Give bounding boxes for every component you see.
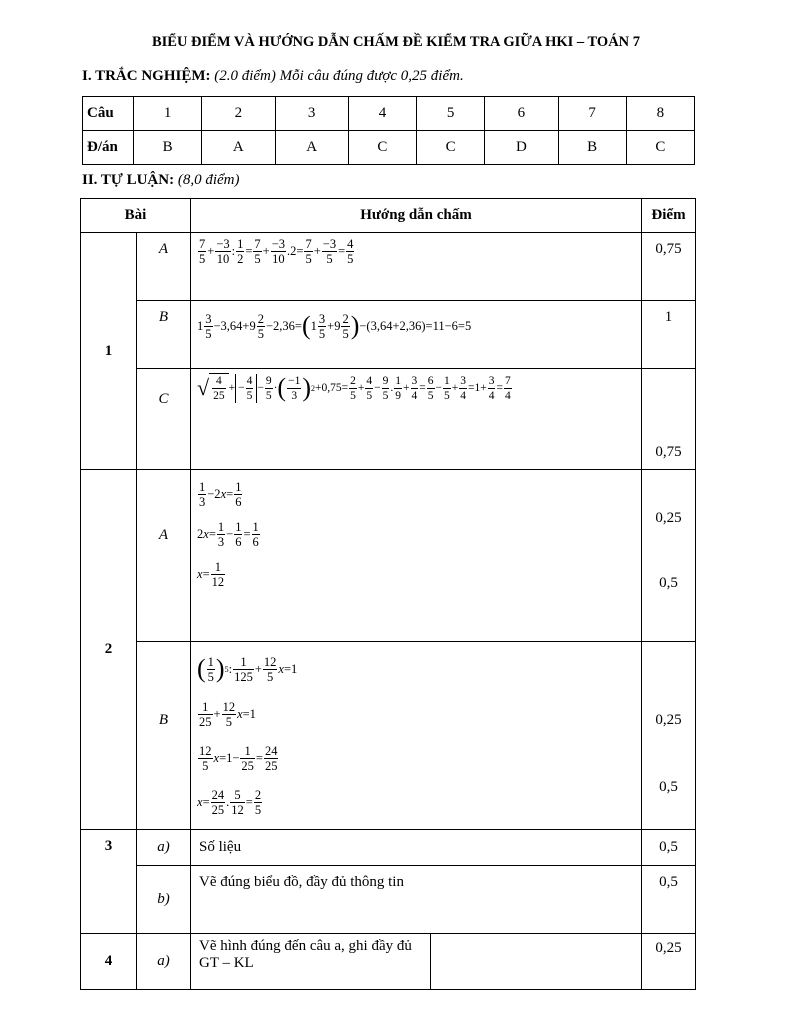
grading-table: Bài Hướng dẫn chấm Điểm 1 A 7 5 + −3 10 : 1 2 = 7 5 + −3 10 .2= 7 5 + −3 5 = 4 5 0,75 B 1 3 5 −3,64+9 2 5 −2,36= ( 1 3 5 +9 2 5 ) −(3,64+2,36)=11−6=5 1 C √ $\frac{4}{25}$ + − $\frac{4}{5}$ − 9 5 · ( −1 3 ) 2 +0,75= 2 5 + 4 5 − 9 5 . 1 9 + 3 4 = 6 5 − 1 5 + 3 4 =1+ 3 4 = 7 4 0,75 2 A 1 3 −2 x = 1 6 2 x = 1 3 − 1 6 = 1 6 x = 1 12 0,25 0,5 B ( 1 5 ) 5 : 1 125 + 12 5 x =1 1 25 + 12 5 x =1 12 5 x =1− 1 25 = 24 25 x = 24 25 . 5 12 = 2 5 0,25 0,5 3 a) Số liệu 0,5 b) Vẽ đúng biểu đồ, đầy đủ thông tin 0,5 4 a) Vẽ hình đúng đến câu a, ghi đầy đủ GT – KL 0,25 xyxy=(80,198,696,990)
page-title: BIỂU ĐIỂM VÀ HƯỚNG DẪN CHẤM ĐỀ KIỂM TRA GIỮA HKI – TOÁN 7 xyxy=(151,34,641,50)
answer-table xyxy=(82,96,695,165)
part2-heading: II. TỰ LUẬN: (8,0 điểm) xyxy=(82,172,240,188)
answer-row: Đ/án B A A C C D B C xyxy=(83,131,695,165)
question-row: Câu 1 2 3 4 5 6 7 8 xyxy=(83,97,695,131)
part1-heading: I. TRẮC NGHIỆM: (2.0 điểm) Mỗi câu đúng được 0,25 điểm. xyxy=(82,68,464,84)
